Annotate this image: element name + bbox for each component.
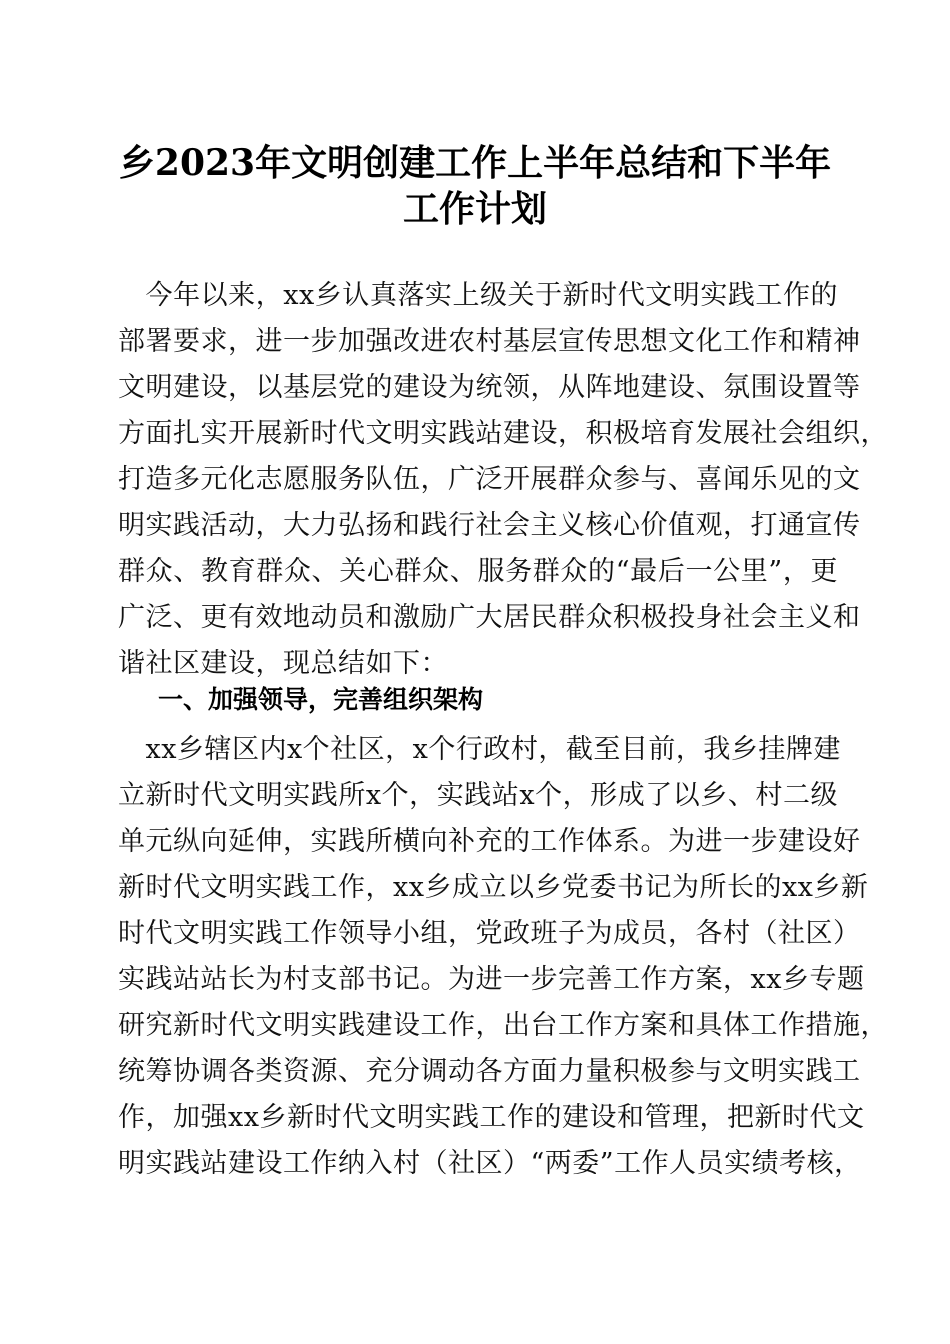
intro-line: 群众、教育群众、关心群众、服务群众的“最后一公里”，更 [118,556,838,587]
section-heading: 一、加强领导，完善组织架构 [158,685,484,714]
intro-line: 广泛、更有效地动员和激励广大居民群众积极投身社会主义和 [118,602,861,633]
section-body-line: xx乡辖区内x个社区，x个行政村，截至目前，我乡挂牌建 [118,734,841,765]
intro-line: 部署要求，进一步加强改进农村基层宣传思想文化工作和精神 [118,326,861,357]
section-body-line: 立新时代文明实践所x个，实践站x个，形成了以乡、村二级 [118,780,838,811]
document-title-line-1: 乡2023年文明创建工作上半年总结和下半年 [118,142,832,184]
intro-line: 打造多元化志愿服务队伍，广泛开展群众参与、喜闻乐见的文 [118,464,861,495]
intro-line: 谐社区建设，现总结如下： [118,648,448,679]
section-body-line: 时代文明实践工作领导小组，党政班子为成员，各村（社区） [118,918,861,949]
section-body-line: 统筹协调各类资源、充分调动各方面力量积极参与文明实践工 [118,1056,861,1087]
document-title-line-2: 工作计划 [402,188,547,230]
intro-line: 今年以来，xx乡认真落实上级关于新时代文明实践工作的 [118,280,838,311]
intro-line: 方面扎实开展新时代文明实践站建设，积极培育发展社会组织， [118,418,888,449]
section-body-line: 新时代文明实践工作，xx乡成立以乡党委书记为所长的xx乡新 [118,872,869,903]
section-body-line: 明实践站建设工作纳入村（社区）“两委”工作人员实绩考核， [118,1148,862,1179]
section-body-line: 单元纵向延伸，实践所横向补充的工作体系。为进一步建设好 [118,826,861,857]
intro-line: 明实践活动，大力弘扬和践行社会主义核心价值观，打通宣传 [118,510,861,541]
section-body-line: 研究新时代文明实践建设工作，出台工作方案和具体工作措施， [118,1010,888,1041]
intro-line: 文明建设，以基层党的建设为统领，从阵地建设、氛围设置等 [118,372,861,403]
section-body-line: 作，加强xx乡新时代文明实践工作的建设和管理，把新时代文 [118,1102,865,1133]
section-body-line: 实践站站长为村支部书记。为进一步完善工作方案，xx乡专题 [118,964,865,995]
